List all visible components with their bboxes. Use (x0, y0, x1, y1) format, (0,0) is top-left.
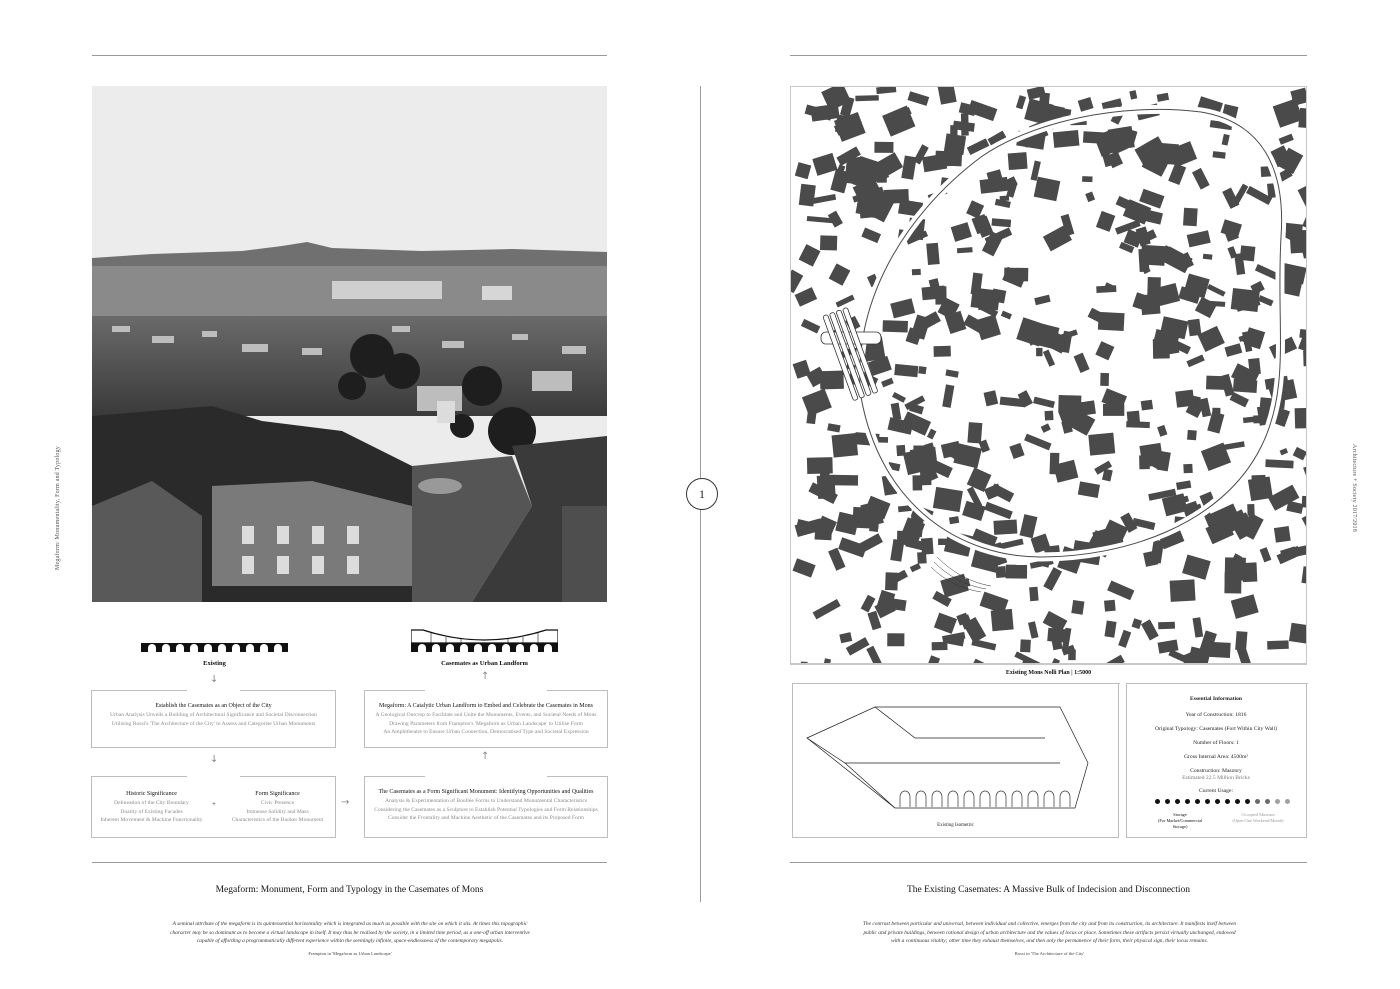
info-year: Year of Construction: 1816 (1185, 712, 1247, 718)
side-label-right: Architecture + Society 2017/2018 (1350, 444, 1357, 532)
box-megaform-line: An Amphitheatre to Ensure Urban Connection, Democratised Type and Societal Expression (383, 729, 589, 735)
historic-title: Historic Significance (126, 791, 177, 797)
usage-dot (1225, 799, 1230, 804)
legend-storage-sub: (For Market/Commercial Storage) (1157, 818, 1203, 829)
left-quote-source: Frampton in 'Megaform as Urban Landscape' (308, 951, 392, 956)
info-typology: Original Typology: Casemates (Fort Within City Wall) (1155, 726, 1277, 732)
legend-museum (1228, 812, 1288, 824)
arrow-up-1: ↑ (481, 671, 490, 682)
usage-dot (1175, 799, 1180, 804)
box-monument (364, 776, 608, 838)
usage-dot (1275, 799, 1280, 804)
box-object-of-city (91, 690, 336, 748)
box-monument-line: Analysis & Experimentation of Boullée Forms to Understand Monumental Characteristics (384, 798, 588, 804)
page-number: 1 (686, 478, 718, 510)
box-megaform-line: A Geological Outcrop to Facilitate and Unite the Monuments, Events, and Societal Needs of Mons (375, 712, 597, 718)
usage-dot (1195, 799, 1200, 804)
map-caption-rule (790, 664, 1307, 665)
isometric-drawing (805, 703, 1090, 813)
right-quote: The contrast between particular and universal, between individual and collective, emerges from the city and from its construction, its architecture. It manifests itself between public and private buildings, between rational design of urban architecture and the values of locus or place. Sometimes these artifacts persist virtually unchanged, endowed with a continuous vitality; other time they exhaust themselves, and then only the permanence of their form, their physical sign, their locus remains. (862, 921, 1237, 944)
top-rule-right (790, 55, 1307, 56)
spine-rule-bottom (700, 510, 701, 902)
historic-column (94, 790, 209, 825)
existing-section-icon (141, 640, 288, 652)
box-monument-title: The Casemates as a Form Significant Monument: Identifying Opportunities and Qualities (378, 789, 594, 795)
historic-line: Delineation of the City Boundary (114, 800, 189, 806)
info-area: Gross Internal Area: 4500m² (1184, 754, 1248, 760)
usage-dot (1245, 799, 1250, 804)
usage-dot (1235, 799, 1240, 804)
landform-caption: Casemates as Urban Landform (441, 660, 528, 667)
map-caption: Existing Mons Nolli Plan | 1:5000 (1005, 670, 1092, 676)
arrow-down-2: ↓ (210, 754, 219, 765)
form-column (220, 790, 335, 825)
usage-dot (1255, 799, 1260, 804)
left-quote: A seminal attribute of the megaform is its quintessential horizontality which is integrated as much as possible with the site on which it sits. At times this topographic character may be so dominant as to become a virtual landscape in itself. It may thus be realised by the society, in a limited time period, as a one-off urban interventive capable of affording a programmatically different experience within the seemingly infinite, space-endlessness of the contemporary megapolis. (170, 921, 530, 944)
box-monument-line: Considering the Casemates as a Sculpture to Establish Potential Typologies and Form Relationships (374, 806, 598, 813)
box-megaform (364, 690, 608, 748)
form-title: Form Significance (255, 791, 300, 797)
aerial-photo (92, 86, 607, 602)
form-line: Immense Solidity and Mass (246, 808, 309, 815)
plus-sign: + (212, 800, 216, 808)
legend-storage-label: Storage (1173, 812, 1187, 817)
legend-museum-label: Occupied Museum (1241, 812, 1275, 817)
box-significance (91, 776, 336, 838)
nolli-plan-map (790, 86, 1307, 664)
usage-dot (1215, 799, 1220, 804)
bottom-rule-right (790, 862, 1307, 863)
legend-storage (1150, 812, 1210, 830)
box-megaform-line: Drawing Parameters from Frampton's 'Megaform as Urban Landscape' to Utilise Form (389, 720, 583, 727)
box-object-line: Utilising Rossi's 'The Architecture of the City' to Assess and Categorise Urban Monuments (111, 720, 316, 727)
side-label-left: Megaform: Monumentality, Form and Typology (54, 446, 61, 570)
arrow-down-1: ↓ (210, 674, 219, 685)
arrow-right: → (341, 797, 350, 808)
isometric-caption: Existing Isometric (937, 823, 974, 828)
usage-dot-bar (1155, 799, 1290, 804)
box-monument-line: Consider the Frontality and Machine Aesthetic of the Casemates and its Proposed Form (387, 815, 585, 821)
form-line: Civic Presence (260, 800, 295, 806)
box-object-line: Urban Analysis Unveils a Building of Architectural Significance and Societal Disconnection (110, 712, 317, 718)
right-heading: The Existing Casemates: A Massive Bulk of Indecision and Disconnection (906, 885, 1191, 895)
right-quote-source: Rossi in 'The Architecture of the City' (1014, 951, 1085, 956)
info-title: Essential Information (1189, 696, 1243, 702)
box-megaform-title: Megaform: A Catalytic Urban Landform to Embed and Celebrate the Casemates in Mons (379, 703, 593, 709)
usage-dot (1205, 799, 1210, 804)
usage-dot (1265, 799, 1270, 804)
usage-dot (1185, 799, 1190, 804)
form-line: Characteristics of the Bunker Monument (231, 817, 324, 823)
usage-dot (1155, 799, 1160, 804)
spine-rule-top (700, 86, 701, 478)
existing-caption: Existing (203, 660, 226, 667)
top-rule-left (92, 55, 607, 56)
box-object-title: Establish the Casemates as an Object of the City (155, 703, 272, 709)
left-heading: Megaform: Monument, Form and Typology in the Casemates of Mons (215, 885, 484, 895)
legend-museum-sub: (Open One Weekend/Month) (1232, 818, 1284, 823)
info-construction: Construction: Masonry (1190, 768, 1242, 774)
info-usage-label: Current Usage: (1198, 788, 1234, 794)
info-floors: Number of Floors: 1 (1193, 740, 1239, 746)
arrow-up-2: ↑ (481, 751, 490, 762)
historic-line: Inherent Movement & Machine Functionality (100, 817, 203, 823)
usage-dot (1165, 799, 1170, 804)
info-construction-sub: Estimated 22.5 Million Bricks (1182, 775, 1250, 781)
historic-line: Duality of Existing Facades (120, 808, 183, 815)
landform-section-icon (411, 628, 558, 652)
usage-dot (1285, 799, 1290, 804)
bottom-rule-left (92, 862, 607, 863)
